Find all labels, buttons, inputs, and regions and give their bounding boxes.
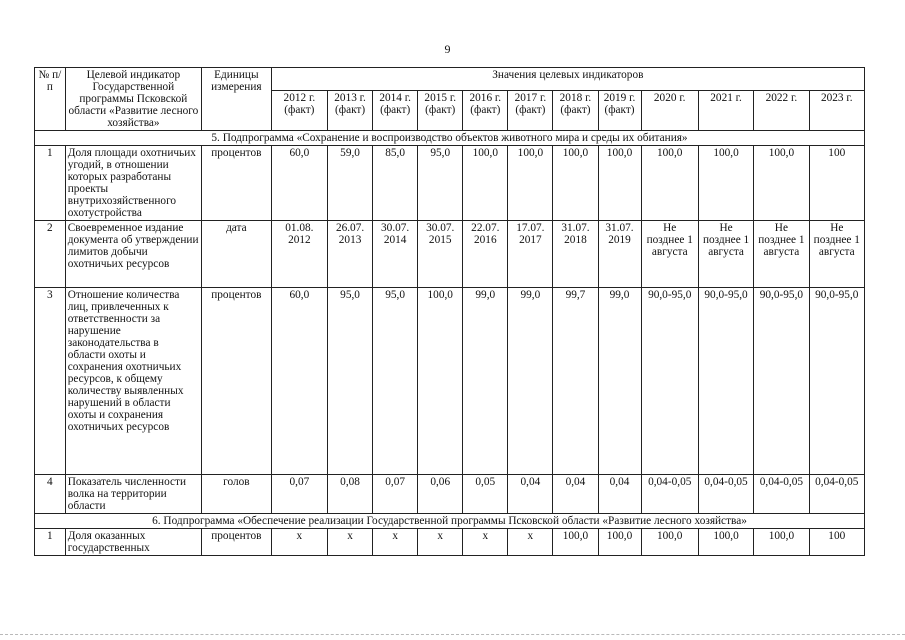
- value-cell: 01.08. 2012: [271, 221, 327, 288]
- header-year: 2014 г. (факт): [373, 90, 418, 131]
- header-num: № п/п: [35, 68, 66, 131]
- value-cell: 99,7: [553, 288, 598, 475]
- value-cell: 0,04: [598, 475, 641, 514]
- value-cell: 17.07. 2017: [508, 221, 553, 288]
- value-cell: 0,04: [508, 475, 553, 514]
- page-bottom-edge: [0, 634, 905, 635]
- page-number: 9: [444, 42, 451, 56]
- table-row: [35, 529, 865, 556]
- header-row: [35, 68, 865, 91]
- value-cell: 31.07. 2018: [553, 221, 598, 288]
- value-cell: 100: [809, 146, 864, 221]
- row-number: 1: [35, 146, 66, 221]
- value-cell: 0,04-0,05: [641, 475, 698, 514]
- value-cell: 30.07. 2015: [418, 221, 463, 288]
- header-indicator: Целевой индикатор Государственной программы Псковской области «Развитие лесного хозяйства»: [65, 68, 201, 131]
- value-cell: 0,04-0,05: [754, 475, 809, 514]
- value-cell: 100,0: [418, 288, 463, 475]
- value-cell: 99,0: [598, 288, 641, 475]
- header-year: 2015 г. (факт): [418, 90, 463, 131]
- value-cell: 59,0: [328, 146, 373, 221]
- value-cell: 99,0: [508, 288, 553, 475]
- row-number: 1: [35, 529, 66, 556]
- value-cell: х: [508, 529, 553, 556]
- unit-cell: процентов: [202, 529, 272, 556]
- value-cell: 95,0: [328, 288, 373, 475]
- value-cell: 100,0: [463, 146, 508, 221]
- value-cell: х: [418, 529, 463, 556]
- value-cell: 90,0-95,0: [698, 288, 753, 475]
- value-cell: 0,04-0,05: [698, 475, 753, 514]
- value-cell: 99,0: [463, 288, 508, 475]
- header-year: 2021 г.: [698, 90, 753, 131]
- value-cell: 90,0-95,0: [641, 288, 698, 475]
- header-year: 2013 г. (факт): [328, 90, 373, 131]
- value-cell: 100,0: [598, 146, 641, 221]
- value-cell: 90,0-95,0: [754, 288, 809, 475]
- value-cell: 95,0: [418, 146, 463, 221]
- value-cell: Не позднее 1 августа: [641, 221, 698, 288]
- value-cell: 0,07: [373, 475, 418, 514]
- value-cell: 0,04-0,05: [809, 475, 864, 514]
- table-row: [35, 146, 865, 221]
- header-year: 2022 г.: [754, 90, 809, 131]
- value-cell: х: [271, 529, 327, 556]
- header-year: 2019 г. (факт): [598, 90, 641, 131]
- value-cell: 100: [809, 529, 864, 556]
- value-cell: 100,0: [698, 146, 753, 221]
- value-cell: 30.07. 2014: [373, 221, 418, 288]
- header-year: 2012 г. (факт): [271, 90, 327, 131]
- value-cell: х: [463, 529, 508, 556]
- value-cell: 22.07. 2016: [463, 221, 508, 288]
- unit-cell: голов: [202, 475, 272, 514]
- header-year: 2017 г. (факт): [508, 90, 553, 131]
- value-cell: х: [373, 529, 418, 556]
- section-title: 5. Подпрограмма «Сохранение и воспроизводство объектов животного мира и среды их обитания»: [35, 131, 865, 146]
- header-year: 2018 г. (факт): [553, 90, 598, 131]
- value-cell: 31.07. 2019: [598, 221, 641, 288]
- row-number: 2: [35, 221, 66, 288]
- value-cell: 100,0: [598, 529, 641, 556]
- value-cell: 90,0-95,0: [809, 288, 864, 475]
- value-cell: 60,0: [271, 146, 327, 221]
- section-row: [35, 514, 865, 529]
- indicator-name: Показатель численности волка на территории области: [65, 475, 201, 514]
- value-cell: 100,0: [553, 146, 598, 221]
- table-row: [35, 221, 865, 288]
- indicator-name: Отношение количества лиц, привлеченных к ответственности за нарушение законодательства в области охоты и сохранения охотничьих ресурсов, к общему количеству выявленных нарушений в области охоты и сохранения охотничьих ресурсов: [65, 288, 201, 475]
- indicators-table: [34, 67, 865, 556]
- row-number: 3: [35, 288, 66, 475]
- value-cell: 100,0: [508, 146, 553, 221]
- section-title: 6. Подпрограмма «Обеспечение реализации Государственной программы Псковской области «Развитие лесного хозяйства»: [35, 514, 865, 529]
- value-cell: 0,07: [271, 475, 327, 514]
- header-units: Единицы измерения: [202, 68, 272, 131]
- value-cell: Не позднее 1 августа: [698, 221, 753, 288]
- unit-cell: процентов: [202, 146, 272, 221]
- unit-cell: процентов: [202, 288, 272, 475]
- value-cell: Не позднее 1 августа: [754, 221, 809, 288]
- header-year: 2023 г.: [809, 90, 864, 131]
- value-cell: 0,06: [418, 475, 463, 514]
- row-number: 4: [35, 475, 66, 514]
- value-cell: 100,0: [641, 146, 698, 221]
- value-cell: 0,08: [328, 475, 373, 514]
- value-cell: 100,0: [698, 529, 753, 556]
- indicator-name: Своевременное издание документа об утверждении лимитов добычи охотничьих ресурсов: [65, 221, 201, 288]
- header-year: 2020 г.: [641, 90, 698, 131]
- indicator-name: Доля площади охотничьих угодий, в отношении которых разработаны проекты внутрихозяйственного охотустройства: [65, 146, 201, 221]
- table-row: [35, 475, 865, 514]
- value-cell: х: [328, 529, 373, 556]
- value-cell: 100,0: [641, 529, 698, 556]
- value-cell: 26.07. 2013: [328, 221, 373, 288]
- value-cell: 0,05: [463, 475, 508, 514]
- value-cell: 60,0: [271, 288, 327, 475]
- value-cell: 100,0: [754, 146, 809, 221]
- header-values-group: Значения целевых индикаторов: [271, 68, 864, 91]
- value-cell: 100,0: [553, 529, 598, 556]
- value-cell: 95,0: [373, 288, 418, 475]
- header-year: 2016 г. (факт): [463, 90, 508, 131]
- value-cell: Не позднее 1 августа: [809, 221, 864, 288]
- value-cell: 85,0: [373, 146, 418, 221]
- unit-cell: дата: [202, 221, 272, 288]
- value-cell: 0,04: [553, 475, 598, 514]
- value-cell: 100,0: [754, 529, 809, 556]
- table-body: [35, 131, 865, 556]
- table-row: [35, 288, 865, 475]
- indicator-name: Доля оказанных государственных: [65, 529, 201, 556]
- section-row: [35, 131, 865, 146]
